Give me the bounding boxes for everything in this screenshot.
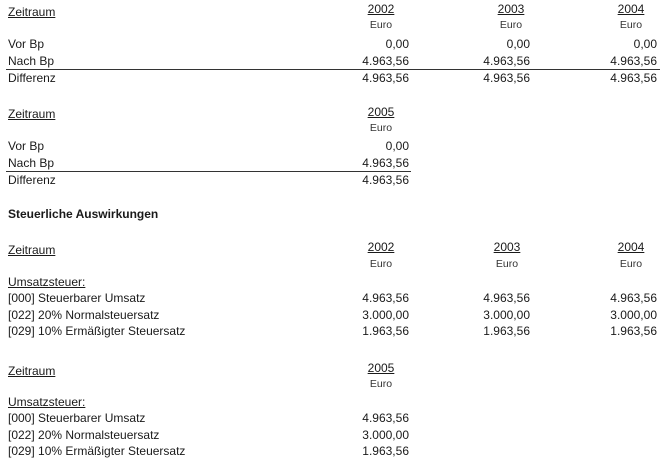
nach-bp-label: Nach Bp [8,156,55,170]
currency-label: Euro [499,19,523,31]
differenz-value: 4.963,56 [483,71,530,85]
year-header: 2003 [493,240,521,254]
row-022-label: [022] 20% Normalsteuersatz [8,428,160,442]
row-022-value: 3.000,00 [362,308,409,322]
nach-bp-value: 4.963,56 [610,54,657,68]
nach-bp-label: Nach Bp [8,54,55,68]
differenz-label: Differenz [8,173,56,187]
row-000-value: 4.963,56 [483,291,530,305]
row-029-label: [029] 10% Ermäßigter Steuersatz [8,444,186,458]
row-022-value: 3.000,00 [610,308,657,322]
sum-divider [6,171,411,172]
row-029-value: 1.963,56 [483,324,530,338]
row-029-value: 1.963,56 [610,324,657,338]
zeitraum-label: Zeitraum [8,364,56,378]
row-029-label: [029] 10% Ermäßigter Steuersatz [8,324,186,338]
differenz-label: Differenz [8,71,56,85]
row-000-value: 4.963,56 [362,411,409,425]
vor-bp-value: 0,00 [385,139,409,153]
row-022-value: 3.000,00 [483,308,530,322]
currency-label: Euro [619,19,643,31]
vor-bp-value: 0,00 [633,37,657,51]
year-header: 2005 [367,105,395,119]
row-000-value: 4.963,56 [362,291,409,305]
row-000-label: [000] Steuerbarer Umsatz [8,291,146,305]
nach-bp-value: 4.963,56 [483,54,530,68]
zeitraum-label: Zeitraum [8,107,56,121]
vor-bp-label: Vor Bp [8,139,45,153]
zeitraum-label: Zeitraum [8,5,56,19]
row-000-value: 4.963,56 [610,291,657,305]
currency-label: Euro [495,258,519,270]
row-029-value: 1.963,56 [362,324,409,338]
section-heading: Steuerliche Auswirkungen [8,207,159,221]
differenz-value: 4.963,56 [362,173,409,187]
differenz-value: 4.963,56 [362,71,409,85]
row-000-label: [000] Steuerbarer Umsatz [8,411,146,425]
row-022-value: 3.000,00 [362,428,409,442]
nach-bp-value: 4.963,56 [362,156,409,170]
currency-label: Euro [369,378,393,390]
nach-bp-value: 4.963,56 [362,54,409,68]
umsatzsteuer-label: Umsatzsteuer: [8,275,86,289]
year-header: 2004 [617,240,645,254]
year-header: 2003 [497,2,525,16]
umsatzsteuer-label: Umsatzsteuer: [8,395,86,409]
row-029-value: 1.963,56 [362,444,409,458]
currency-label: Euro [369,19,393,31]
currency-label: Euro [369,122,393,134]
differenz-value: 4.963,56 [610,71,657,85]
year-header: 2002 [367,240,395,254]
vor-bp-value: 0,00 [385,37,409,51]
currency-label: Euro [619,258,643,270]
year-header: 2004 [617,2,645,16]
sum-divider [6,69,660,70]
vor-bp-value: 0,00 [506,37,530,51]
year-header: 2002 [367,2,395,16]
vor-bp-label: Vor Bp [8,37,45,51]
zeitraum-label: Zeitraum [8,243,56,257]
row-022-label: [022] 20% Normalsteuersatz [8,308,160,322]
year-header: 2005 [367,361,395,375]
currency-label: Euro [369,258,393,270]
